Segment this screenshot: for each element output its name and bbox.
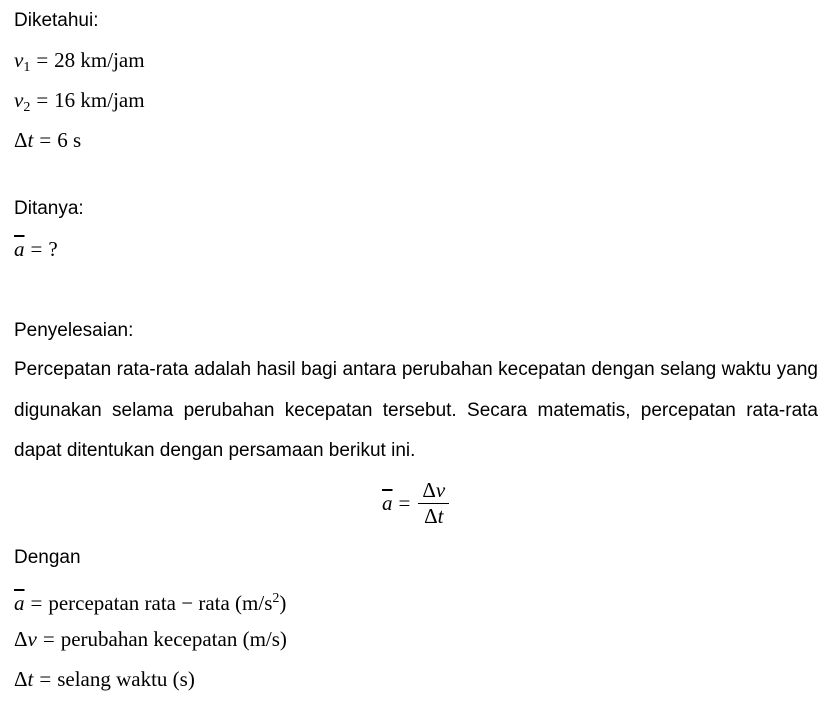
def-dv-delta: Δ — [14, 627, 28, 651]
numerator-symbol: v — [435, 478, 446, 502]
solution-heading: Penyelesaian: — [14, 320, 134, 341]
def-abar-symbol: $\overline{a}$ — [14, 591, 25, 615]
formula-equals: = — [398, 491, 411, 515]
def-dv-text: perubahan kecepatan (m/s) — [60, 627, 287, 651]
formula-lhs: $\overline{a}$ — [382, 491, 393, 515]
def-abar-text: percepatan rata − rata (m/s — [48, 591, 273, 615]
known-heading: Diketahui: — [14, 10, 99, 31]
v1-equation — [14, 47, 145, 81]
dt-symbol: t — [27, 128, 34, 152]
formula-fraction — [418, 478, 449, 529]
abar-symbol: $\overline{a}$ — [14, 237, 25, 261]
asked-equals: = — [30, 237, 43, 261]
v2-equals: = — [36, 88, 49, 112]
def-dv-symbol: v — [27, 627, 37, 651]
asked-value: ? — [48, 237, 58, 261]
def-abar-sup: 2 — [272, 591, 280, 606]
def-dt-text: selang waktu (s) — [57, 667, 195, 691]
formula-numerator — [418, 478, 449, 503]
v2-symbol: v — [14, 88, 24, 112]
dt-equals: = — [39, 128, 52, 152]
v1-equals: = — [36, 48, 49, 72]
denominator-delta: Δ — [424, 504, 438, 528]
def-abar — [14, 586, 286, 616]
def-abar-close: ) — [279, 591, 287, 615]
def-abar-equals: = — [30, 591, 43, 615]
v1-subscript: 1 — [23, 60, 31, 75]
def-dt-delta: Δ — [14, 667, 28, 691]
v2-equation — [14, 87, 145, 121]
asked-heading: Ditanya: — [14, 198, 84, 219]
formula-denominator — [420, 504, 447, 529]
def-dv — [14, 626, 287, 652]
v2-value: 16 km/jam — [54, 88, 145, 112]
def-dt-equals: = — [39, 667, 52, 691]
def-dt-symbol: t — [27, 667, 34, 691]
solution-paragraph: Percepatan rata-rata adalah hasil bagi antara perubahan kecepatan dengan selang waktu yang digunakan selama perubahan kecepatan tersebut. Secara matematis, percepatan rata-rata dapat ditentukan dengan persamaan berikut ini. — [14, 359, 818, 461]
v1-value: 28 km/jam — [54, 48, 145, 72]
v1-symbol: v — [14, 48, 24, 72]
denominator-symbol: t — [437, 504, 444, 528]
dt-equation — [14, 127, 81, 153]
asked-equation — [14, 236, 58, 262]
average-acceleration-formula — [382, 478, 449, 529]
def-dt — [14, 666, 195, 692]
def-dv-equals: = — [42, 627, 55, 651]
v2-subscript: 2 — [23, 100, 31, 115]
numerator-delta: Δ — [422, 478, 436, 502]
dt-delta: Δ — [14, 128, 28, 152]
dt-value: 6 s — [57, 128, 82, 152]
definitions-heading: Dengan — [14, 547, 81, 568]
